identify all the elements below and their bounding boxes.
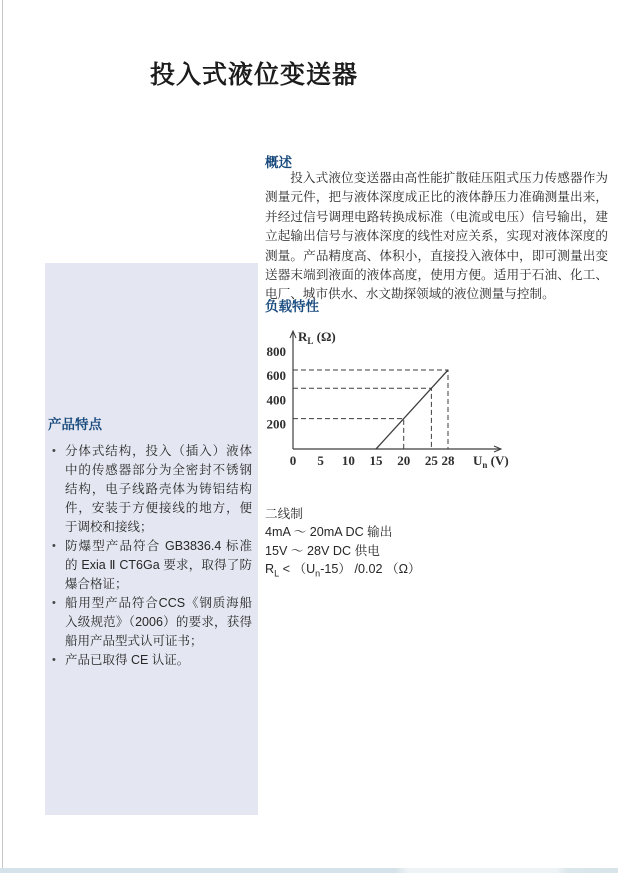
- page-title: 投入式液位变送器: [150, 61, 359, 89]
- svg-text:Un (V): $U_n$ (V): [473, 453, 509, 470]
- spec-wiring: 二线制: [265, 507, 303, 521]
- features-heading: 产品特点: [48, 417, 102, 432]
- page-left-edge: [2, 0, 3, 873]
- features-list: [48, 442, 252, 670]
- svg-text:0: 0: [289, 453, 297, 468]
- svg-text:800: 800: [266, 343, 286, 359]
- svg-text:RL (Ω): $R_L$ (Ω): [298, 329, 336, 346]
- svg-text:10: 10: [341, 453, 355, 468]
- svg-text:15: 15: [369, 453, 383, 468]
- spec-supply: 15V ～ 28V DC 供电: [265, 543, 380, 558]
- svg-text:600: 600: [266, 368, 286, 384]
- spec-load-formula: [265, 560, 421, 583]
- feature-item: • 防爆型产品符合 GB3836.4 标准的 Exia Ⅱ CT6Ga 要求，取得了防爆合格证；: [48, 537, 252, 594]
- spec-output: 4mA ～ 20mA DC 输出: [265, 525, 393, 540]
- formula-subscript: n: [315, 568, 321, 579]
- load-characteristic-chart: [263, 324, 515, 474]
- electrical-specs: [265, 505, 421, 583]
- feature-item: • 产品已取得 CE 认证。: [48, 651, 252, 670]
- svg-text:5: 5: [317, 453, 324, 468]
- svg-text:200: 200: [266, 416, 286, 432]
- feature-item: • 分体式结构，投入（插入）液体中的传感器部分为全密封不锈钢结构，电子线路壳体为铸铝结构件，安装于方便接线的地方，便于调校和接线；: [48, 442, 252, 537]
- svg-text:20: 20: [397, 453, 411, 468]
- formula-subscript: L: [274, 568, 280, 579]
- formula-part: R: [265, 562, 275, 577]
- svg-text:25: 25: [424, 453, 438, 468]
- formula-part: < （U: [279, 562, 316, 577]
- formula-part: -15） /0.02 （Ω）: [320, 562, 421, 577]
- svg-text:400: 400: [266, 392, 286, 408]
- footer-accent-bar: [0, 868, 618, 873]
- feature-item: • 船用型产品符合CCS《钢质海船入级规范》（2006）的要求，获得船用产品型式认可证书；: [48, 594, 252, 651]
- load-characteristic-heading: 负载特性: [265, 299, 319, 314]
- features-panel: [45, 263, 258, 815]
- svg-text:28: 28: [441, 453, 455, 468]
- overview-paragraph: 投入式液位变送器由高性能扩散硅压阻式压力传感器作为测量元件，把与液体深度成正比的液体静压力准确测量出来，并经过信号调理电路转换成标准（电流或电压）信号输出，建立起输出信号与液体深度的线性对应关系，实现对液体深度的测量。产品精度高、体积小，直接投入液体中，即可测量出变送器末端到液面的液体高度，使用方便。适用于石油、化工、电厂、城市供水、水文勘探领域的液位测量与控制。: [265, 171, 608, 302]
- overview-heading: 概述: [265, 155, 292, 170]
